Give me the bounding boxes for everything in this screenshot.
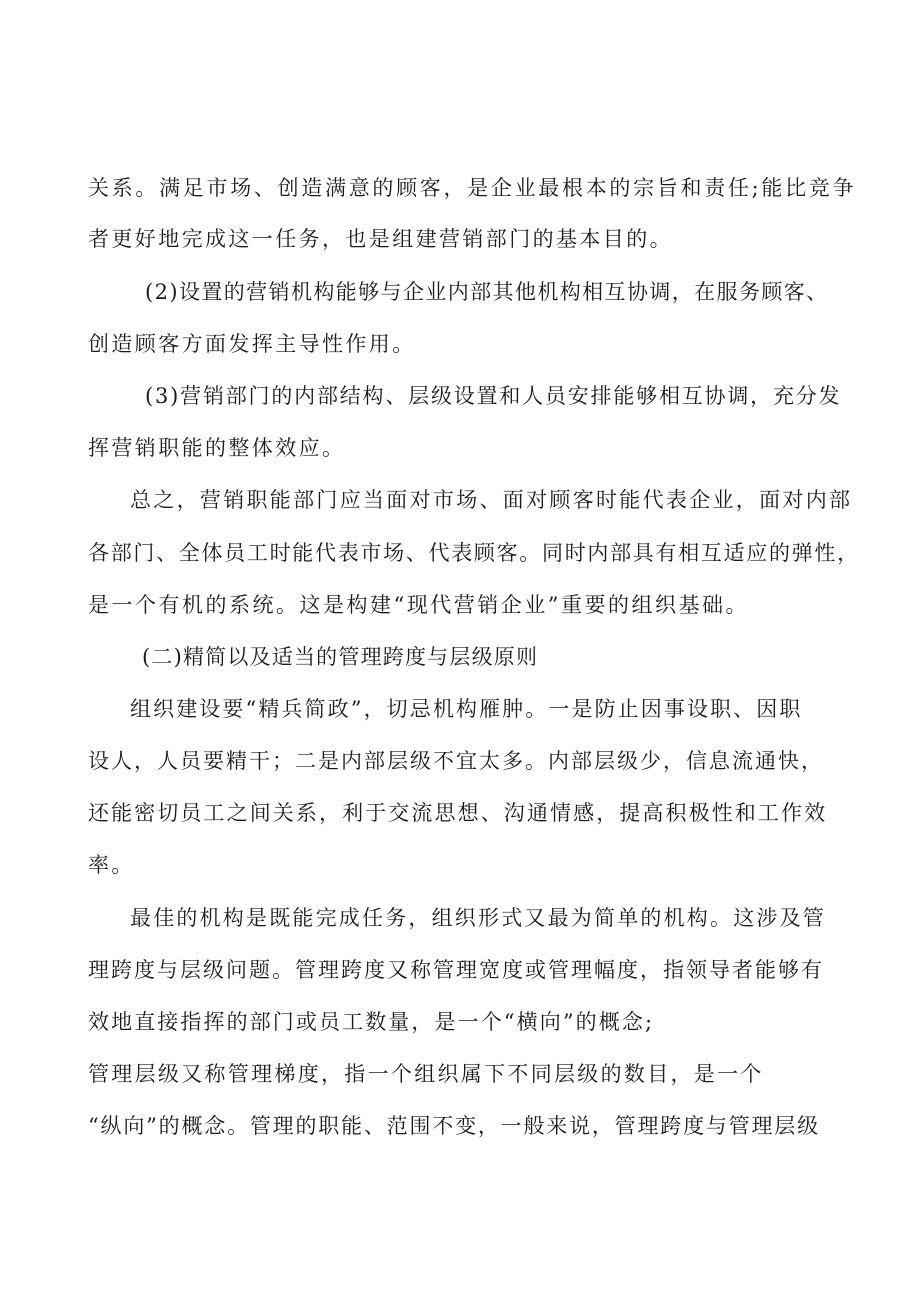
text-line: (2)设置的营销机构能够与企业内部其他机构相互协调，在服务顾客、 <box>145 280 829 304</box>
text-line: “纵向”的概念。管理的职能、范围不变，一般来说，管理跨度与管理层级 <box>88 1114 820 1138</box>
text-line: 最佳的机构是既能完成任务，组织形式又最为简单的机构。这涉及管 <box>130 906 826 930</box>
text-line: 理跨度与层级问题。管理跨度又称管理宽度或管理幅度，指领导者能够有 <box>88 958 824 982</box>
text-line: 各部门、全体员工时能代表市场、代表顾客。同时内部具有相互适应的弹性， <box>88 541 860 565</box>
text-line: 率。 <box>88 853 135 877</box>
text-line: 总之，营销职能部门应当面对市场、面对顾客时能代表企业，面对内部 <box>130 488 853 512</box>
section-heading: (二)精简以及适当的管理跨度与层级原则 <box>142 645 539 669</box>
text-line: 还能密切员工之间关系，利于交流思想、沟通情感，提高积极性和工作效 <box>88 801 828 825</box>
text-line: 创造顾客方面发挥主导性作用。 <box>88 332 416 356</box>
text-line: 是一个有机的系统。这是构建“现代营销企业”重要的组织基础。 <box>88 593 749 617</box>
text-line: 者更好地完成这一任务，也是组建营销部门的基本目的。 <box>88 227 673 251</box>
text-line: 组织建设要“精兵简政”，切忌机构雁肿。一是防止因事设职、因职 <box>130 697 803 721</box>
text-line: (3)营销部门的内部结构、层级设置和人员安排能够相互协调，充分发 <box>145 384 842 408</box>
text-line: 管理层级又称管理梯度，指一个组织属下不同层级的数目，是一个 <box>88 1062 764 1086</box>
text-line: 挥营销职能的整体效应。 <box>88 436 346 460</box>
text-line: 关系。满足市场、创造满意的顾客，是企业最根本的宗旨和责任;能比竞争 <box>88 176 857 200</box>
text-line: 设人，人员要精干；二是内部层级不宜太多。内部层级少，信息流通快， <box>88 749 824 773</box>
text-line: 效地直接指挥的部门或员工数量，是一个“横向”的概念; <box>88 1010 655 1034</box>
